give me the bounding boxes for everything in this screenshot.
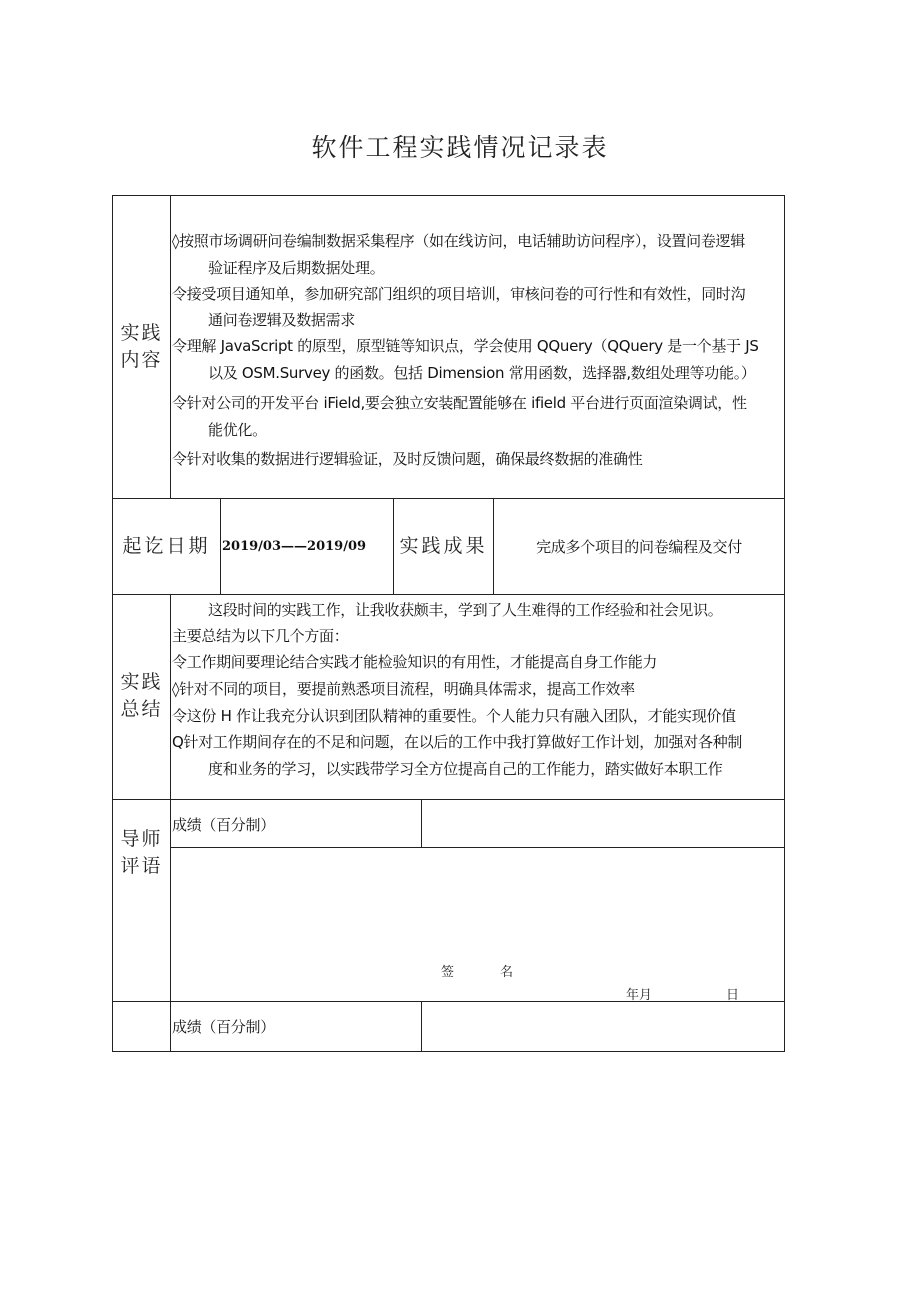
mentor-comment-area[interactable] — [171, 848, 784, 1000]
summary-line: 这段时间的实践工作，让我收获颇丰，学到了人生难得的工作经验和社会见识。 — [208, 601, 723, 619]
content-line: 通问卷逻辑及数据需求 — [208, 311, 356, 329]
practice-content-label — [113, 320, 170, 374]
page-title: 软件工程实践情况记录表 — [311, 133, 609, 162]
content-line: 能优化。 — [208, 421, 267, 439]
col-divider — [421, 799, 422, 848]
practice-content-label-line2: 内容 — [120, 349, 163, 371]
row-divider — [112, 1001, 785, 1002]
result-label: 实践成果 — [399, 535, 488, 557]
mentor-label-line1: 导师 — [120, 828, 163, 850]
period-label: 起讫日期 — [122, 535, 211, 557]
signature-char-2: 名 — [500, 965, 514, 980]
mentor-label-line2: 评语 — [120, 855, 163, 877]
content-line: 令针对收集的数据进行逻辑验证，及时反馈问题，确保最终数据的准确性 — [172, 450, 643, 468]
row-divider — [112, 594, 785, 595]
col-divider — [170, 195, 171, 499]
row-divider — [112, 799, 785, 800]
row-divider — [112, 498, 785, 499]
date-year-month: 年月 — [626, 988, 653, 1003]
mentor-label — [113, 826, 170, 880]
col-divider — [421, 1001, 422, 1052]
mentor-score-label: 成绩（百分制） — [172, 816, 275, 834]
summary-line: Q针对工作期间存在的不足和问题，在以后的工作中我打算做好工作计划，加强对各种制 — [172, 733, 743, 751]
table-border-top — [112, 195, 785, 196]
final-score-value[interactable] — [423, 1003, 783, 1050]
content-line: 令针对公司的开发平台 iField,要会独立安装配置能够在 ifield 平台进行页面渲染调试，性 — [172, 394, 747, 412]
practice-content-label-line1: 实践 — [120, 322, 163, 344]
content-line: 验证程序及后期数据处理。 — [208, 259, 385, 277]
summary-line: ◊针对不同的项目，要提前熟悉项目流程，明确具体需求，提高工作效率 — [172, 680, 635, 698]
date-day: 日 — [726, 988, 740, 1003]
summary-label — [113, 669, 170, 723]
col-divider — [220, 498, 221, 595]
table-border-right — [784, 195, 785, 1052]
summary-line: 令这份 H 作让我充分认识到团队精神的重要性。个人能力只有融入团队，才能实现价值 — [172, 707, 736, 725]
result-value: 完成多个项目的问卷编程及交付 — [536, 538, 742, 556]
period-value: 2019/03——2019/09 — [222, 539, 367, 554]
summary-line: 令工作期间要理论结合实践才能检验知识的有用性，才能提高自身工作能力 — [172, 653, 658, 671]
table-border-bottom — [112, 1051, 785, 1052]
content-line: 令理解 JavaScript 的原型，原型链等知识点，学会使用 QQuery（QQuery 是一个基于 JS — [172, 337, 759, 355]
final-score-label: 成绩（百分制） — [172, 1018, 275, 1036]
content-line: 以及 OSM.Survey 的函数。包括 Dimension 常用函数，选择器,数组处理等功能。） — [208, 364, 756, 382]
content-line: 令接受项目通知单，参加研究部门组织的项目培训，审核问卷的可行性和有效性，同时沟 — [172, 285, 746, 303]
summary-label-line2: 总结 — [120, 698, 163, 720]
summary-line: 度和业务的学习，以实践带学习全方位提高自己的工作能力，踏实做好本职工作 — [208, 760, 723, 778]
mentor-score-value[interactable] — [423, 801, 783, 847]
summary-label-line1: 实践 — [120, 671, 163, 693]
summary-line: 主要总结为以下几个方面： — [172, 627, 349, 645]
signature-char-1: 签 — [441, 965, 455, 980]
content-line: ◊按照市场调研问卷编制数据采集程序（如在线访问，电话辅助访问程序），设置问卷逻辑 — [172, 232, 745, 250]
